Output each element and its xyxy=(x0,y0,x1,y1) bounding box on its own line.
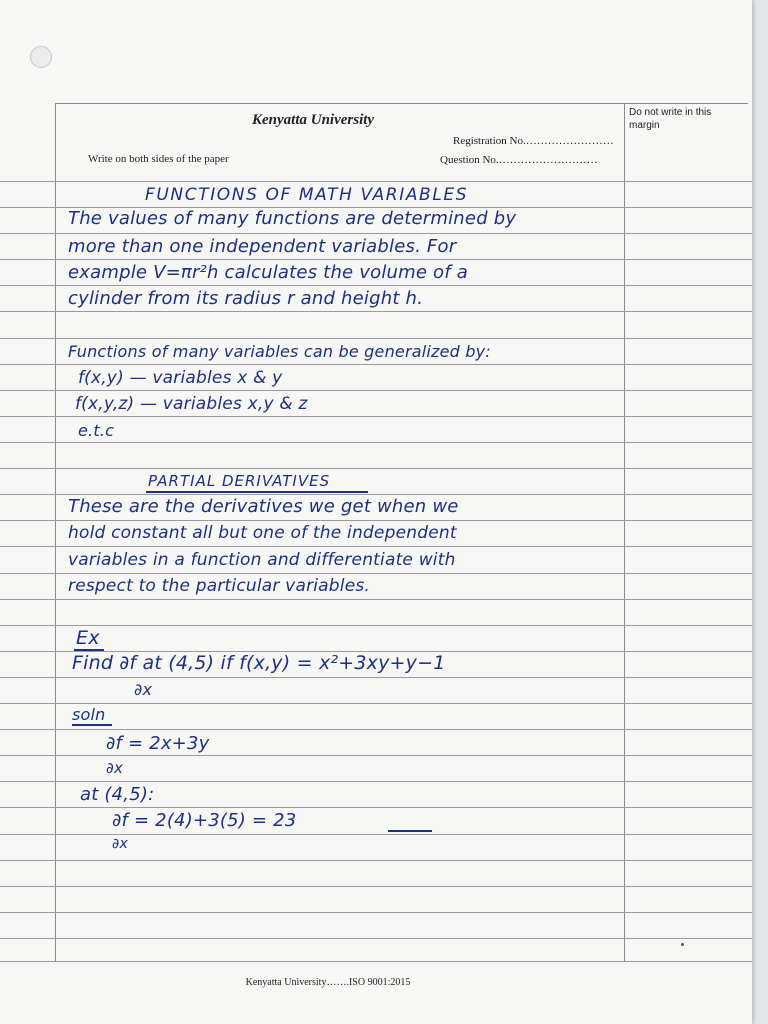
notes-line: more than one independent variables. For xyxy=(68,236,457,257)
ruled-line xyxy=(0,599,752,600)
notes-line: variables in a function and differentiate with xyxy=(68,550,456,570)
ruled-line xyxy=(0,807,752,808)
solution-line: ∂f = 2x+3y xyxy=(106,733,210,754)
solution-denominator: ∂x xyxy=(106,759,124,777)
ruled-line xyxy=(0,886,752,887)
section-title-underline xyxy=(146,491,368,493)
ruled-line xyxy=(0,781,752,782)
institution-name: Kenyatta University xyxy=(252,112,375,128)
notes-line: These are the derivatives we get when we xyxy=(68,496,459,517)
ruled-line xyxy=(0,338,752,339)
margin-note: Do not write in this margin xyxy=(629,107,712,131)
registration-dots: …………………… xyxy=(525,135,614,147)
question-label: Question No. xyxy=(440,154,499,166)
ruled-line xyxy=(0,233,752,234)
notes-line: example V=πr²h calculates the volume of a xyxy=(68,262,468,283)
ruled-line xyxy=(0,546,752,547)
solution-label: soln xyxy=(72,705,106,724)
instruction-note: Write on both sides of the paper xyxy=(88,153,229,165)
ruled-line xyxy=(0,390,752,391)
ruled-line xyxy=(0,442,752,443)
notes-line: hold constant all but one of the independent xyxy=(68,523,457,543)
example-underline xyxy=(74,649,104,651)
ruled-line xyxy=(0,364,752,365)
stray-dot xyxy=(681,943,684,946)
ruled-line xyxy=(0,834,752,835)
notes-line: The values of many functions are determined by xyxy=(68,208,517,229)
example-line: Find ∂f at (4,5) if f(x,y) = x²+3xy+y−1 xyxy=(72,652,446,674)
notes-line: f(x,y) — variables x & y xyxy=(78,368,283,388)
ruled-line xyxy=(0,860,752,861)
ruled-line xyxy=(0,468,752,469)
ruled-line xyxy=(0,729,752,730)
notes-line: Functions of many variables can be generalized by: xyxy=(68,342,491,361)
registration-field xyxy=(453,135,614,147)
ruled-line xyxy=(0,938,752,939)
notes-line: f(x,y,z) — variables x,y & z xyxy=(75,394,308,414)
question-field xyxy=(440,154,598,166)
notes-title: FUNCTIONS OF MATH VARIABLES xyxy=(145,185,469,205)
solution-denominator: ∂x xyxy=(112,836,128,852)
margin-line xyxy=(624,103,625,961)
example-denominator: ∂x xyxy=(134,680,153,699)
solution-line: ∂f = 2(4)+3(5) = 23 xyxy=(112,810,297,831)
ruled-line xyxy=(0,416,752,417)
ruled-line xyxy=(0,912,752,913)
page-footer: Kenyatta University…….ISO 9001:2015 xyxy=(245,977,411,988)
example-label: Ex xyxy=(76,627,100,649)
ruled-line xyxy=(0,181,752,182)
solution-underline xyxy=(72,724,112,726)
solution-line: at (4,5): xyxy=(80,784,155,805)
ruled-line xyxy=(0,520,752,521)
notes-line: cylinder from its radius r and height h. xyxy=(68,288,424,309)
section-title: PARTIAL DERIVATIVES xyxy=(148,472,331,490)
ruled-line xyxy=(0,961,752,962)
ruled-line xyxy=(0,494,752,495)
registration-label: Registration No. xyxy=(453,135,526,147)
ruled-line xyxy=(0,625,752,626)
ruled-line xyxy=(0,573,752,574)
notes-line: e.t.c xyxy=(78,421,115,440)
ruled-line xyxy=(0,677,752,678)
notes-line: respect to the particular variables. xyxy=(68,576,371,596)
question-dots: ……………………… xyxy=(498,154,598,166)
ruled-line xyxy=(0,755,752,756)
ruled-line xyxy=(0,259,752,260)
ruled-line xyxy=(0,311,752,312)
ruled-line xyxy=(0,703,752,704)
ruled-line xyxy=(0,285,752,286)
punch-hole xyxy=(30,46,52,68)
answer-underline xyxy=(388,830,432,832)
